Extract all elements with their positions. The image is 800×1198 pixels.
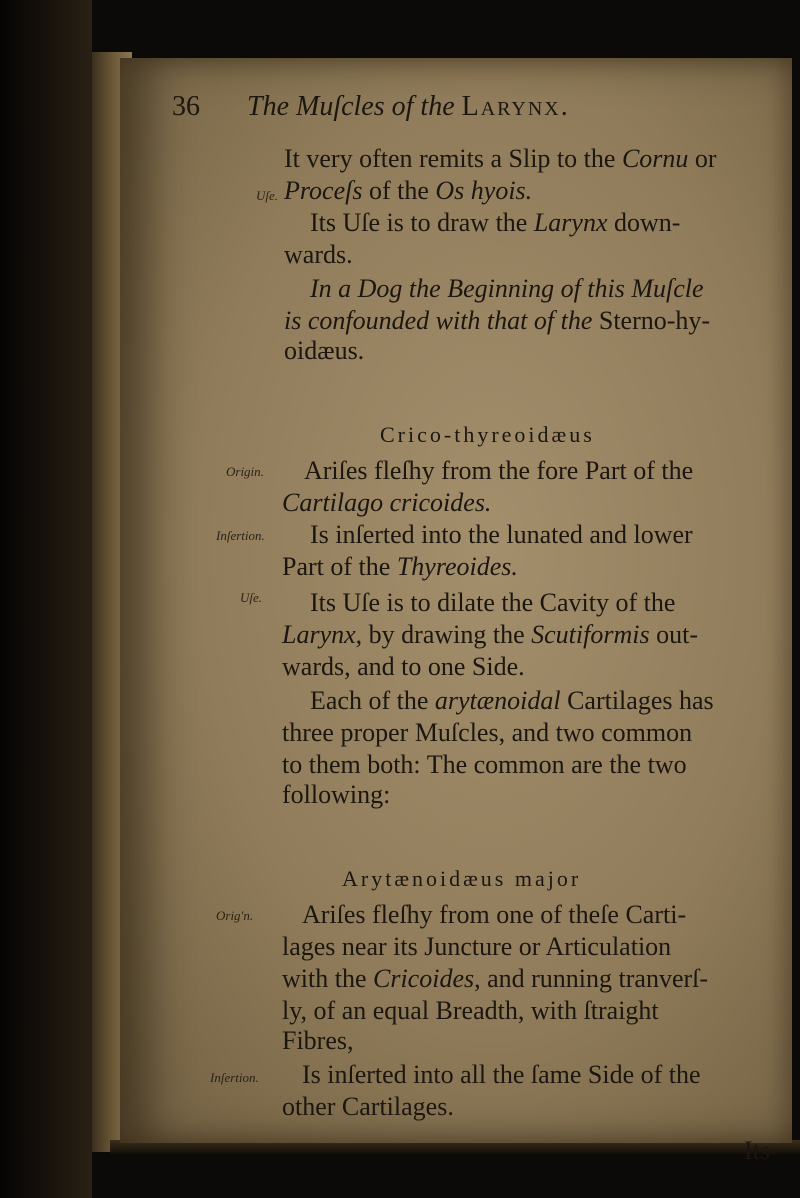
text-line: Fibres, xyxy=(282,1026,354,1055)
text-line: Ariſes fleſhy from the fore Part of the xyxy=(304,456,694,485)
page-number: 36 xyxy=(172,91,200,122)
text-line: lages near its Juncture or Articulation xyxy=(282,932,672,961)
text-line: It very often remits a Slip to the Cornu or xyxy=(284,144,717,173)
text-line: Is inſerted into all the ſame Side of the xyxy=(302,1060,701,1089)
text-line: three proper Muſcles, and two common xyxy=(282,718,693,747)
text-line: Part of the Thyreoides. xyxy=(282,552,518,581)
text-line: oidæus. xyxy=(284,336,365,365)
margin-note-origin: Orig'n. xyxy=(216,908,254,923)
book-cover-shadow xyxy=(0,0,92,1198)
margin-note-insertion: Inſertion. xyxy=(210,1070,259,1085)
text-line: with the Cricoides, and running tranverſ- xyxy=(282,964,709,993)
text-line: other Cartilages. xyxy=(282,1092,454,1121)
margin-note-origin: Origin. xyxy=(226,464,264,479)
running-title-caps: Larynx. xyxy=(461,91,570,122)
margin-note-use: Uſe. xyxy=(240,590,263,605)
text-line: Larynx, by drawing the Scutiformis out- xyxy=(282,620,698,649)
section-heading: Arytænoidæus major xyxy=(342,866,582,891)
text-line: wards, and to one Side. xyxy=(282,652,525,681)
book-page xyxy=(120,58,792,1165)
text-line: Ariſes fleſhy from one of theſe Carti- xyxy=(302,900,687,929)
text-line: to them both: The common are the two xyxy=(282,750,687,779)
text-line: ly, of an equal Breadth, with ſtraight xyxy=(282,996,659,1025)
section-heading: Crico-thyreoidæus xyxy=(380,422,595,447)
text-line: Its Uſe is to dilate the Cavity of the xyxy=(310,588,676,617)
text-line: Its Uſe is to draw the Larynx down- xyxy=(310,208,681,237)
page-header xyxy=(172,92,570,122)
text-line: Proceſs of the Os hyois. xyxy=(284,176,533,205)
text-line: is confounded with that of the Sterno-hy- xyxy=(284,306,711,335)
margin-note-use: Uſe. xyxy=(256,188,279,203)
text-line: Is inſerted into the lunated and lower xyxy=(310,520,693,549)
catchword: Its xyxy=(744,1136,770,1165)
running-title: The Muſcles of the xyxy=(247,91,455,122)
text-line: In a Dog the Beginning of this Muſcle xyxy=(310,274,704,303)
text-line: Cartilago cricoides. xyxy=(282,488,492,517)
text-line: Each of the arytænoidal Cartilages has xyxy=(310,686,714,715)
margin-note-insertion: Inſertion. xyxy=(216,528,265,543)
text-line: wards. xyxy=(284,240,353,269)
text-line: following: xyxy=(282,780,391,809)
